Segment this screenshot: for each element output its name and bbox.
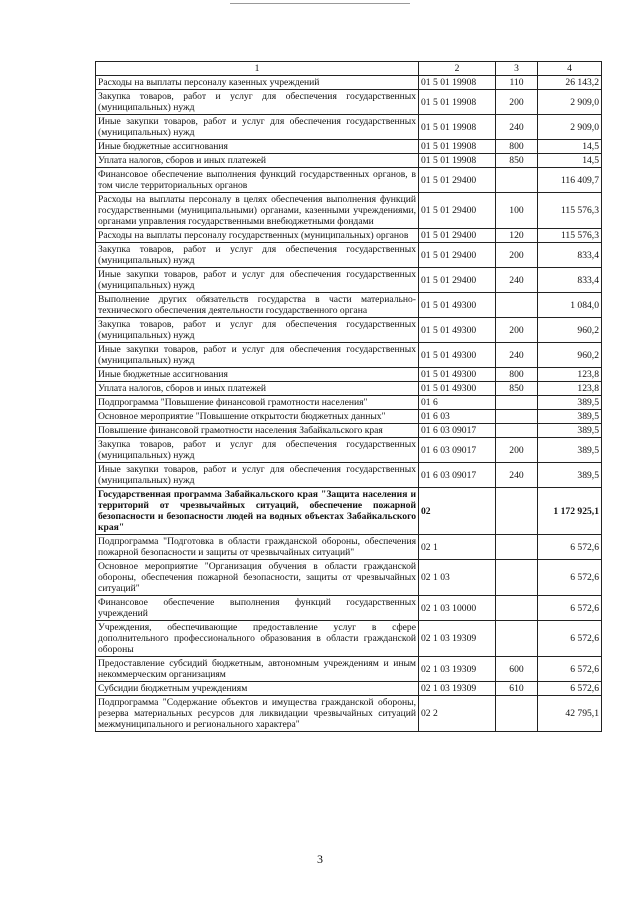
row-name-cell: Расходы на выплаты персоналу государственных (муниципальных) органов (96, 229, 419, 243)
row-expense-type-cell: 240 (496, 343, 538, 368)
row-code-cell: 01 6 03 (419, 410, 496, 424)
row-name-cell: Иные закупки товаров, работ и услуг для обеспечения государственных (муниципальных) нужд (96, 343, 419, 368)
row-amount-cell: 1 084,0 (538, 293, 602, 318)
column-header-name: 1 (96, 62, 419, 76)
row-name-cell: Закупка товаров, работ и услуг для обеспечения государственных (муниципальных) нужд (96, 318, 419, 343)
row-expense-type-cell: 800 (496, 140, 538, 154)
table-row (96, 560, 602, 596)
row-name-cell: Финансовое обеспечение выполнения функций государственных учреждений (96, 596, 419, 621)
row-amount-cell: 6 572,6 (538, 596, 602, 621)
row-expense-type-cell: 240 (496, 268, 538, 293)
row-code-cell: 01 5 01 19908 (419, 90, 496, 115)
row-name-cell: Иные бюджетные ассигнования (96, 368, 419, 382)
row-amount-cell: 14,5 (538, 154, 602, 168)
column-header-amount: 4 (538, 62, 602, 76)
row-code-cell: 01 6 03 09017 (419, 424, 496, 438)
row-code-cell: 01 6 03 09017 (419, 463, 496, 488)
row-amount-cell: 14,5 (538, 140, 602, 154)
row-expense-type-cell: 850 (496, 154, 538, 168)
row-code-cell: 02 1 03 19309 (419, 682, 496, 696)
row-name-cell: Подпрограмма "Повышение финансовой грамотности населения" (96, 396, 419, 410)
table-row (96, 382, 602, 396)
row-code-cell: 02 1 (419, 535, 496, 560)
row-expense-type-cell: 600 (496, 657, 538, 682)
row-amount-cell: 1 172 925,1 (538, 488, 602, 535)
row-name-cell: Повышение финансовой грамотности населения Забайкальского края (96, 424, 419, 438)
table-row (96, 318, 602, 343)
row-amount-cell: 833,4 (538, 268, 602, 293)
row-code-cell: 02 1 03 10000 (419, 596, 496, 621)
row-expense-type-cell (496, 168, 538, 193)
row-name-cell: Подпрограмма "Содержание объектов и имущества гражданской обороны, резерва материальных ресурсов для ликвидации чрезвычайных ситуаций межмуниципального и регионального характера" (96, 696, 419, 732)
row-amount-cell: 2 909,0 (538, 90, 602, 115)
table-row (96, 696, 602, 732)
row-amount-cell: 115 576,3 (538, 193, 602, 229)
row-code-cell: 01 6 (419, 396, 496, 410)
table-row (96, 396, 602, 410)
row-name-cell: Государственная программа Забайкальского края "Защита населения и территорий от чрезвычайных ситуаций, обеспечение пожарной безопасности и безопасности людей на водных объектах Забайкальского края" (96, 488, 419, 535)
row-expense-type-cell (496, 410, 538, 424)
table-header-row (96, 62, 602, 76)
row-name-cell: Закупка товаров, работ и услуг для обеспечения государственных (муниципальных) нужд (96, 243, 419, 268)
row-expense-type-cell: 240 (496, 463, 538, 488)
row-amount-cell: 389,5 (538, 463, 602, 488)
row-expense-type-cell: 200 (496, 243, 538, 268)
row-name-cell: Выполнение других обязательств государства в части материально-технического обеспечения деятельности государственного органа (96, 293, 419, 318)
row-name-cell: Финансовое обеспечение выполнения функций государственных органов, в том числе территориальных органов (96, 168, 419, 193)
row-name-cell: Расходы на выплаты персоналу в целях обеспечения выполнения функций государственными (муниципальными) органами, казенными учреждениями, органами управления государственными внебюджетными фондами (96, 193, 419, 229)
row-expense-type-cell (496, 696, 538, 732)
row-expense-type-cell: 240 (496, 115, 538, 140)
table-row (96, 424, 602, 438)
row-code-cell: 01 5 01 19908 (419, 154, 496, 168)
row-name-cell: Расходы на выплаты персоналу казенных учреждений (96, 76, 419, 90)
page-number: 3 (317, 852, 323, 866)
row-code-cell: 02 1 03 (419, 560, 496, 596)
row-amount-cell: 116 409,7 (538, 168, 602, 193)
table-body (96, 76, 602, 732)
table-row (96, 488, 602, 535)
row-amount-cell: 6 572,6 (538, 682, 602, 696)
table-row (96, 343, 602, 368)
table-row (96, 168, 602, 193)
table-row (96, 438, 602, 463)
row-amount-cell: 42 795,1 (538, 696, 602, 732)
row-name-cell: Уплата налогов, сборов и иных платежей (96, 382, 419, 396)
table-row (96, 229, 602, 243)
row-amount-cell: 6 572,6 (538, 560, 602, 596)
row-amount-cell: 6 572,6 (538, 535, 602, 560)
row-amount-cell: 2 909,0 (538, 115, 602, 140)
row-code-cell: 01 5 01 49300 (419, 343, 496, 368)
table-row (96, 463, 602, 488)
table-row (96, 621, 602, 657)
row-expense-type-cell: 120 (496, 229, 538, 243)
row-expense-type-cell: 610 (496, 682, 538, 696)
row-name-cell: Основное мероприятие "Повышение открытости бюджетных данных" (96, 410, 419, 424)
row-name-cell: Основное мероприятие "Организация обучения в области гражданской обороны, обеспечения пожарной безопасности, защиты от чрезвычайных ситуаций" (96, 560, 419, 596)
row-name-cell: Предоставление субсидий бюджетным, автономным учреждениям и иным некоммерческим организациям (96, 657, 419, 682)
row-amount-cell: 6 572,6 (538, 657, 602, 682)
column-header-expense-type: 3 (496, 62, 538, 76)
row-code-cell: 01 6 03 09017 (419, 438, 496, 463)
table-row (96, 76, 602, 90)
row-code-cell: 01 5 01 29400 (419, 243, 496, 268)
table-row (96, 243, 602, 268)
row-amount-cell: 833,4 (538, 243, 602, 268)
row-amount-cell: 115 576,3 (538, 229, 602, 243)
row-expense-type-cell: 200 (496, 90, 538, 115)
table-row (96, 535, 602, 560)
row-amount-cell: 6 572,6 (538, 621, 602, 657)
row-name-cell: Иные бюджетные ассигнования (96, 140, 419, 154)
row-code-cell: 02 1 03 19309 (419, 657, 496, 682)
row-amount-cell: 960,2 (538, 343, 602, 368)
row-expense-type-cell (496, 535, 538, 560)
row-expense-type-cell (496, 621, 538, 657)
column-header-code: 2 (419, 62, 496, 76)
row-code-cell: 01 5 01 49300 (419, 293, 496, 318)
row-amount-cell: 960,2 (538, 318, 602, 343)
row-expense-type-cell: 100 (496, 193, 538, 229)
table-row (96, 682, 602, 696)
table-row (96, 90, 602, 115)
row-name-cell: Субсидии бюджетным учреждениям (96, 682, 419, 696)
table-row (96, 140, 602, 154)
row-name-cell: Уплата налогов, сборов и иных платежей (96, 154, 419, 168)
budget-table (95, 61, 602, 732)
table-row (96, 596, 602, 621)
table-row (96, 115, 602, 140)
row-code-cell: 01 5 01 49300 (419, 368, 496, 382)
row-amount-cell: 389,5 (538, 438, 602, 463)
row-name-cell: Иные закупки товаров, работ и услуг для обеспечения государственных (муниципальных) нужд (96, 115, 419, 140)
row-amount-cell: 389,5 (538, 410, 602, 424)
row-code-cell: 01 5 01 29400 (419, 229, 496, 243)
table-row (96, 154, 602, 168)
row-name-cell: Закупка товаров, работ и услуг для обеспечения государственных (муниципальных) нужд (96, 90, 419, 115)
row-expense-type-cell (496, 560, 538, 596)
row-amount-cell: 389,5 (538, 424, 602, 438)
row-name-cell: Учреждения, обеспечивающие предоставление услуг в сфере дополнительного профессионального образования в области гражданской обороны (96, 621, 419, 657)
row-code-cell: 01 5 01 19908 (419, 115, 496, 140)
row-amount-cell: 389,5 (538, 396, 602, 410)
row-code-cell: 02 2 (419, 696, 496, 732)
row-expense-type-cell: 200 (496, 318, 538, 343)
row-name-cell: Иные закупки товаров, работ и услуг для обеспечения государственных (муниципальных) нужд (96, 268, 419, 293)
row-expense-type-cell (496, 424, 538, 438)
row-expense-type-cell: 800 (496, 368, 538, 382)
row-code-cell: 01 5 01 29400 (419, 268, 496, 293)
table-row (96, 410, 602, 424)
table-row (96, 293, 602, 318)
table-row (96, 193, 602, 229)
table-row (96, 268, 602, 293)
row-code-cell: 01 5 01 19908 (419, 140, 496, 154)
table-row (96, 368, 602, 382)
row-code-cell: 01 5 01 49300 (419, 318, 496, 343)
table-row (96, 657, 602, 682)
row-code-cell: 01 5 01 29400 (419, 193, 496, 229)
row-expense-type-cell (496, 293, 538, 318)
row-expense-type-cell (496, 396, 538, 410)
row-amount-cell: 123,8 (538, 382, 602, 396)
row-expense-type-cell: 200 (496, 438, 538, 463)
row-expense-type-cell: 850 (496, 382, 538, 396)
row-code-cell: 01 5 01 29400 (419, 168, 496, 193)
row-expense-type-cell: 110 (496, 76, 538, 90)
row-name-cell: Подпрограмма "Подготовка в области гражданской обороны, обеспечения пожарной безопасности и защиты от чрезвычайных ситуаций" (96, 535, 419, 560)
row-code-cell: 02 1 03 19309 (419, 621, 496, 657)
top-edge-line (230, 3, 410, 4)
row-expense-type-cell (496, 488, 538, 535)
row-code-cell: 01 5 01 19908 (419, 76, 496, 90)
row-amount-cell: 26 143,2 (538, 76, 602, 90)
row-code-cell: 02 (419, 488, 496, 535)
row-name-cell: Закупка товаров, работ и услуг для обеспечения государственных (муниципальных) нужд (96, 438, 419, 463)
row-name-cell: Иные закупки товаров, работ и услуг для обеспечения государственных (муниципальных) нужд (96, 463, 419, 488)
row-expense-type-cell (496, 596, 538, 621)
row-code-cell: 01 5 01 49300 (419, 382, 496, 396)
row-amount-cell: 123,8 (538, 368, 602, 382)
